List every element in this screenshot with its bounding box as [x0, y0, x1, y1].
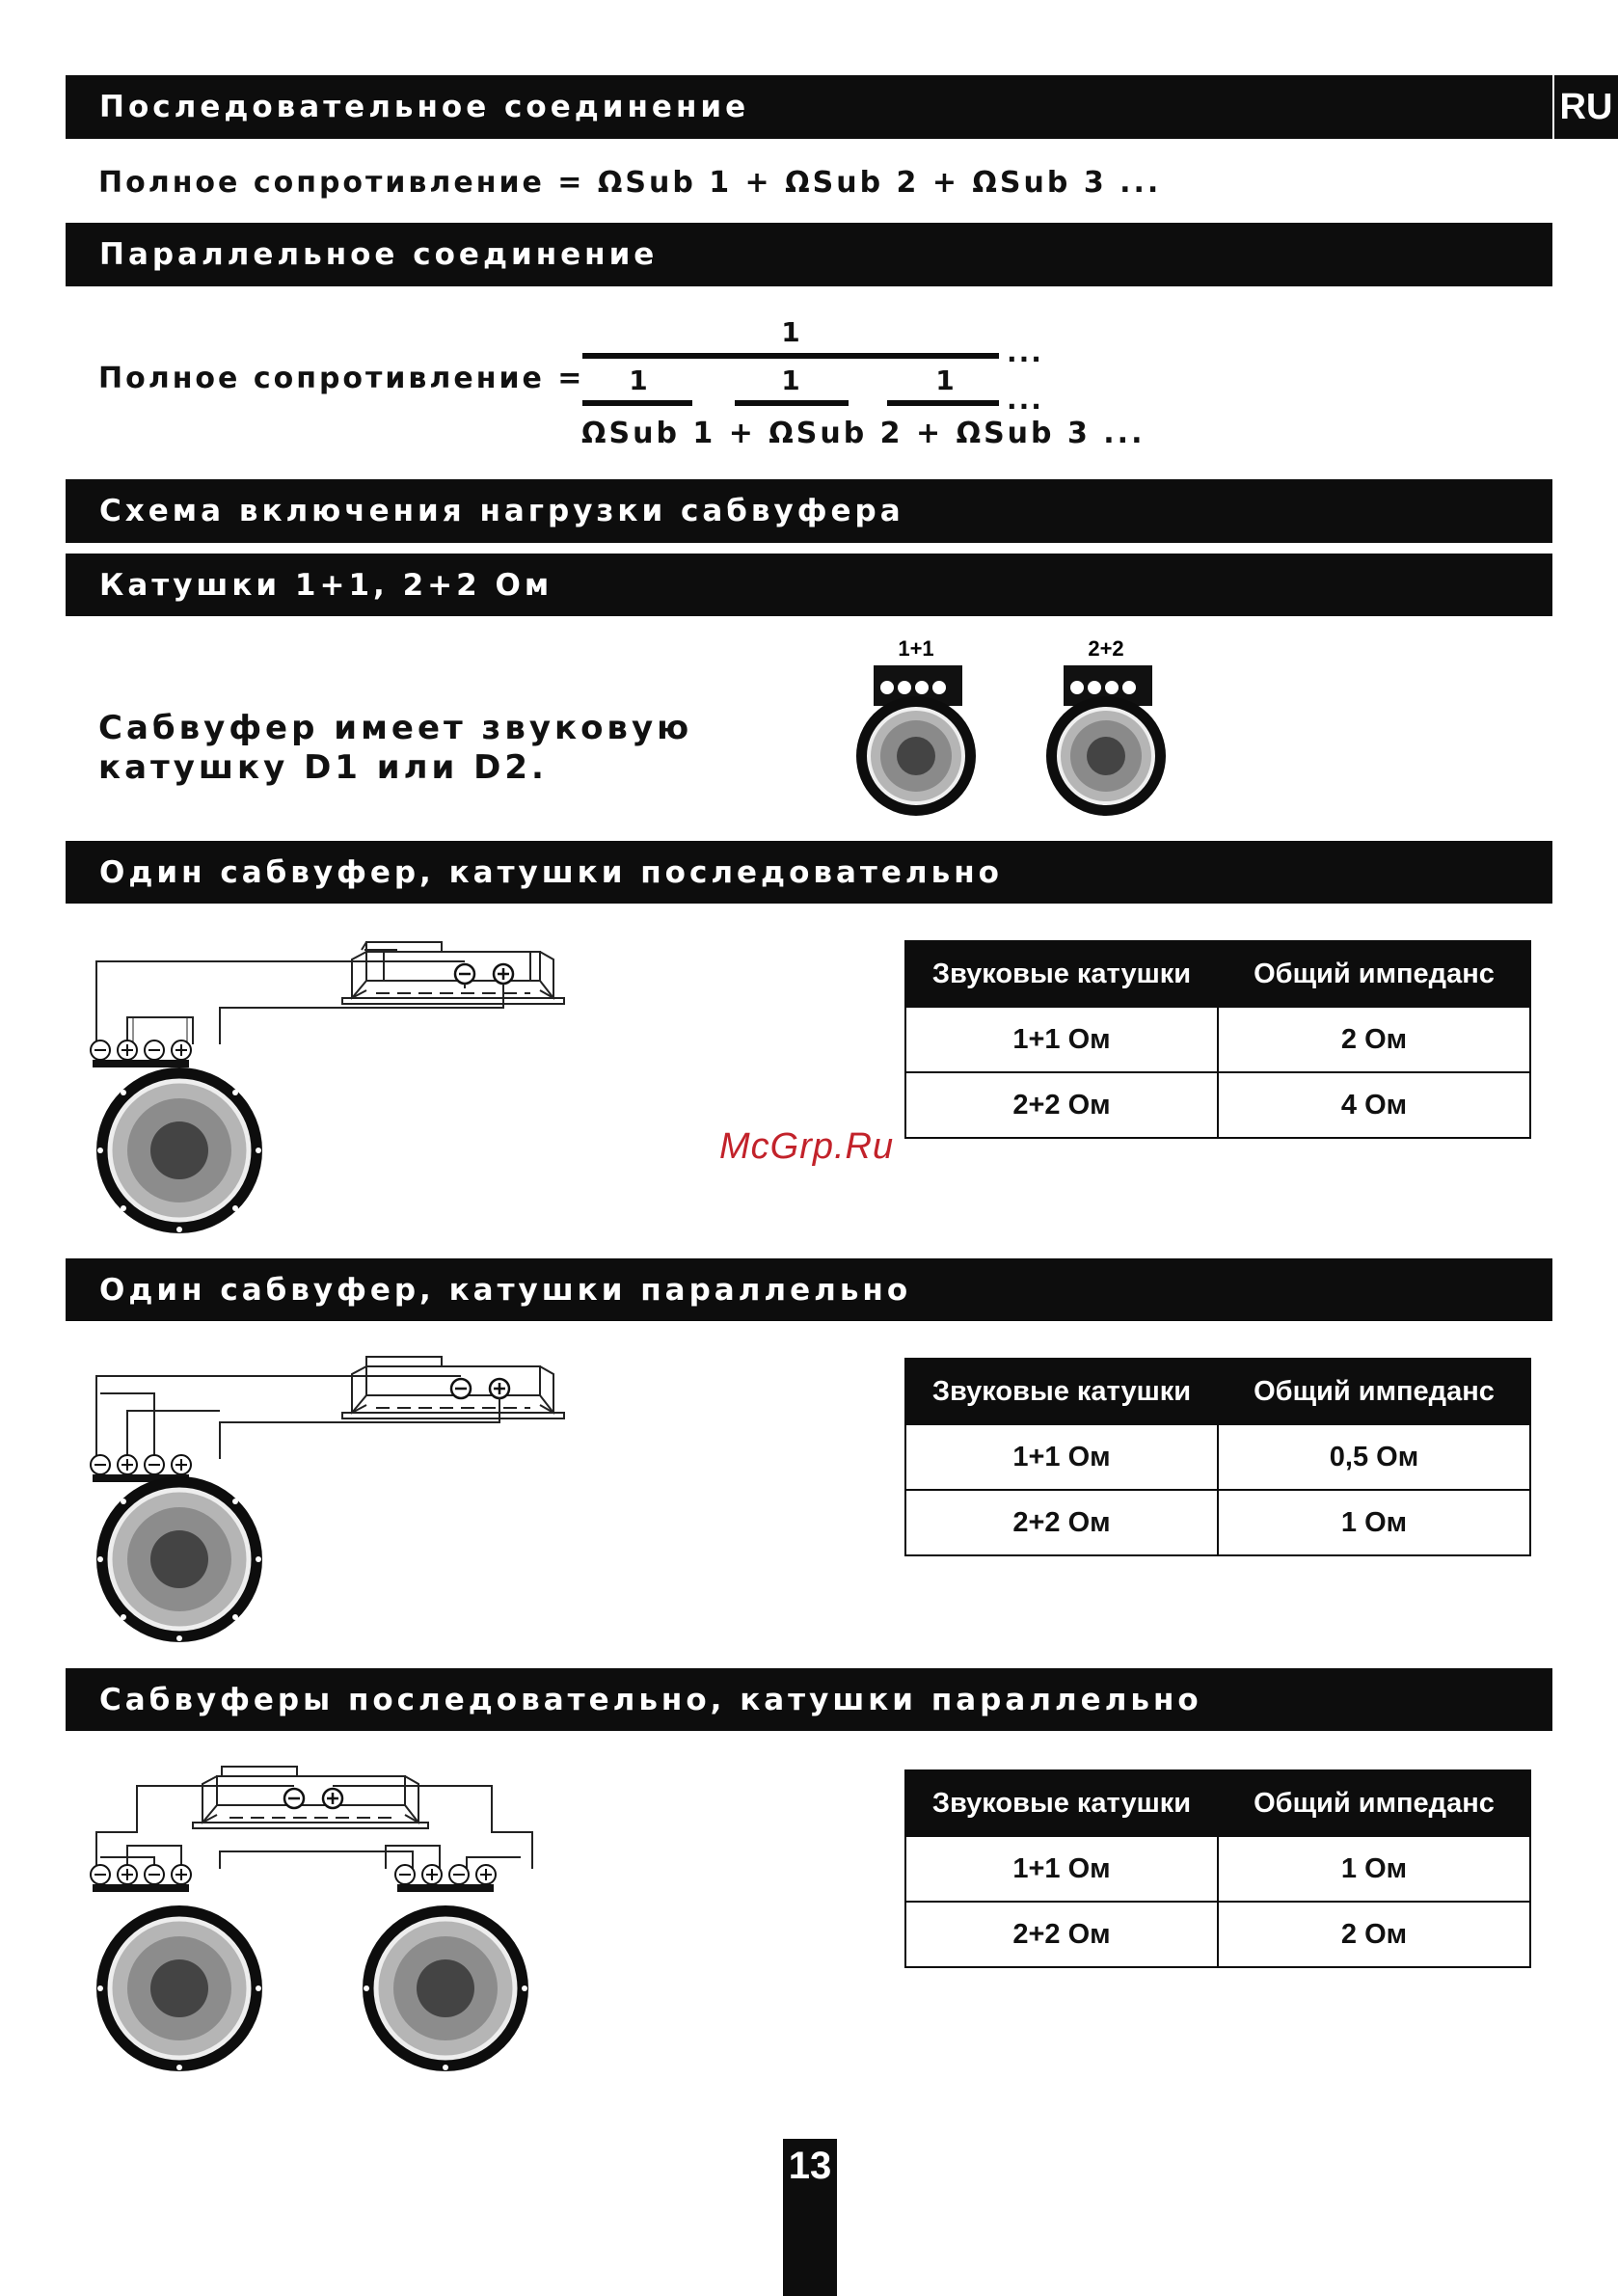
fraction-bar-2 [735, 400, 849, 406]
section-subs-series-coils-parallel-heading: Сабвуферы последовательно, катушки параллельно [66, 1668, 1552, 1731]
language-tab: RU [1554, 75, 1618, 139]
coil-label-1: 1+1 [898, 636, 934, 661]
table-header-impedance: Общий импеданс [1218, 1359, 1530, 1424]
inner-numerator-1: 1 [629, 365, 648, 396]
page-number: 13 [783, 2139, 837, 2296]
table-cell: 2+2 Ом [905, 1902, 1218, 1967]
table-row [905, 1490, 1530, 1555]
fraction-ellipsis-inner: ... [1007, 384, 1043, 416]
table-header-coils: Звуковые катушки [905, 1770, 1218, 1836]
fraction-bar-main [582, 353, 999, 359]
wiring-diagram-two-subs [87, 1765, 550, 2075]
coil-description-line-1: Сабвуфер имеет звуковую [98, 709, 693, 747]
section-single-sub-series-heading: Один сабвуфер, катушки последовательно [66, 841, 1552, 904]
coil-label-2: 2+2 [1088, 636, 1124, 661]
fraction-numerator: 1 [781, 316, 800, 348]
fraction-ellipsis-top: ... [1007, 337, 1043, 368]
impedance-table-single-parallel [904, 1358, 1531, 1556]
wiring-scheme-heading: Схема включения нагрузки сабвуфера [66, 479, 1552, 543]
table-row [905, 1424, 1530, 1490]
fraction-bar-1 [582, 400, 692, 406]
speaker-dual-coil-2-2 [1038, 636, 1183, 812]
table-cell: 1 Ом [1218, 1490, 1530, 1555]
fraction-bar-3 [887, 400, 999, 406]
impedance-table-single-series [904, 940, 1531, 1139]
coil-description-line-2: катушку D1 или D2. [98, 748, 548, 787]
table-cell: 1+1 Ом [905, 1007, 1218, 1072]
table-header-coils: Звуковые катушки [905, 941, 1218, 1007]
table-cell: 2+2 Ом [905, 1490, 1218, 1555]
parallel-connection-heading: Параллельное соединение [66, 223, 1552, 286]
series-formula: Полное сопротивление = ΩSub 1 + ΩSub 2 + ΩSub 3 ... [98, 166, 1162, 200]
inner-numerator-2: 1 [781, 365, 800, 396]
table-row [905, 1902, 1530, 1967]
table-cell: 4 Ом [1218, 1072, 1530, 1138]
impedance-table-two-subs [904, 1769, 1531, 1968]
table-row [905, 1007, 1530, 1072]
section-single-sub-parallel-heading: Один сабвуфер, катушки параллельно [66, 1258, 1552, 1321]
table-header-coils: Звуковые катушки [905, 1359, 1218, 1424]
table-cell: 1 Ом [1218, 1836, 1530, 1902]
table-cell: 1+1 Ом [905, 1836, 1218, 1902]
fraction-denominator: ΩSub 1 + ΩSub 2 + ΩSub 3 ... [581, 417, 1146, 450]
table-cell: 0,5 Ом [1218, 1424, 1530, 1490]
table-cell: 2 Ом [1218, 1007, 1530, 1072]
table-row [905, 1072, 1530, 1138]
coils-heading: Катушки 1+1, 2+2 Ом [66, 554, 1552, 616]
wiring-diagram-series [87, 940, 612, 1234]
inner-numerator-3: 1 [935, 365, 955, 396]
series-connection-heading: Последовательное соединение [66, 75, 1552, 139]
table-cell: 1+1 Ом [905, 1424, 1218, 1490]
wiring-diagram-parallel [87, 1355, 612, 1644]
speaker-dual-coil-1-1 [849, 636, 993, 812]
table-header-impedance: Общий импеданс [1218, 1770, 1530, 1836]
table-cell: 2 Ом [1218, 1902, 1530, 1967]
watermark: McGrp.Ru [719, 1126, 895, 1167]
table-header-impedance: Общий импеданс [1218, 941, 1530, 1007]
table-row [905, 1836, 1530, 1902]
coil-description [98, 709, 692, 788]
parallel-formula-label: Полное сопротивление = [98, 362, 585, 395]
table-cell: 2+2 Ом [905, 1072, 1218, 1138]
